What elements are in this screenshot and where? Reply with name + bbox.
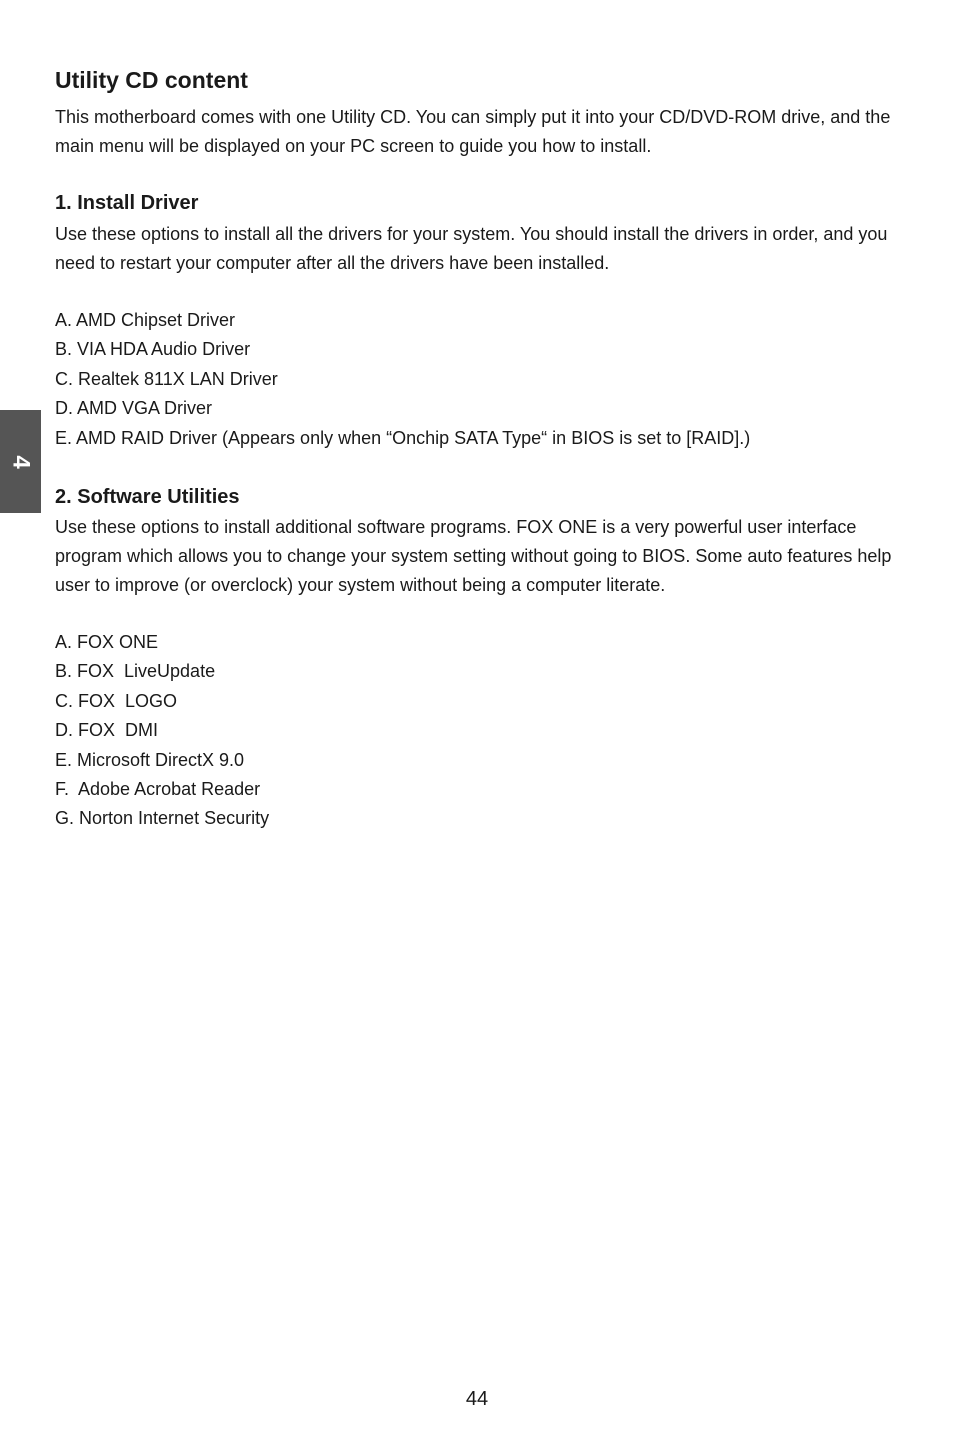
intro-paragraph: This motherboard comes with one Utility CD. You can simply put it into your CD/DVD-ROM drive, and the main menu will be displayed on your PC screen to guide you how to install. [55, 107, 891, 156]
list-item: A. FOX ONE [55, 632, 159, 652]
software-list [55, 628, 269, 834]
section-description-software-utilities: Use these options to install additional software programs. FOX ONE is a very powerful user interface program which allows you to change your system setting without going to BIOS. Some auto features help user to improve (or overclock) your system without being a computer literate. [55, 517, 892, 595]
page-number: 44 [465, 1388, 489, 1410]
list-item: E. AMD RAID Driver (Appears only when “Onchip SATA Type“ in BIOS is set to [RAID].) [55, 427, 751, 448]
list-item: C. FOX LOGO [55, 690, 178, 711]
chapter-tab [0, 410, 41, 513]
section-heading-software-utilities: 2. Software Utilities [55, 486, 240, 508]
section-heading-install-driver: 1. Install Driver [55, 192, 199, 214]
list-item: D. FOX DMI [55, 720, 158, 741]
chapter-number: 4 [7, 454, 35, 469]
list-item: E. Microsoft DirectX 9.0 [55, 749, 245, 770]
list-item: D. AMD VGA Driver [55, 398, 213, 419]
list-item: F. Adobe Acrobat Reader [55, 779, 261, 800]
list-item: B. VIA HDA Audio Driver [55, 339, 251, 360]
section-description-install-driver: Use these options to install all the drivers for your system. You should install the drivers in order, and you need to restart your computer after all the drivers have been installed. [55, 224, 888, 273]
driver-list [55, 306, 750, 453]
list-item: C. Realtek 811X LAN Driver [55, 368, 278, 389]
list-item: A. AMD Chipset Driver [55, 310, 236, 330]
page-title: Utility CD content [55, 67, 248, 93]
list-item: B. FOX LiveUpdate [55, 661, 216, 682]
list-item: G. Norton Internet Security [55, 808, 270, 829]
